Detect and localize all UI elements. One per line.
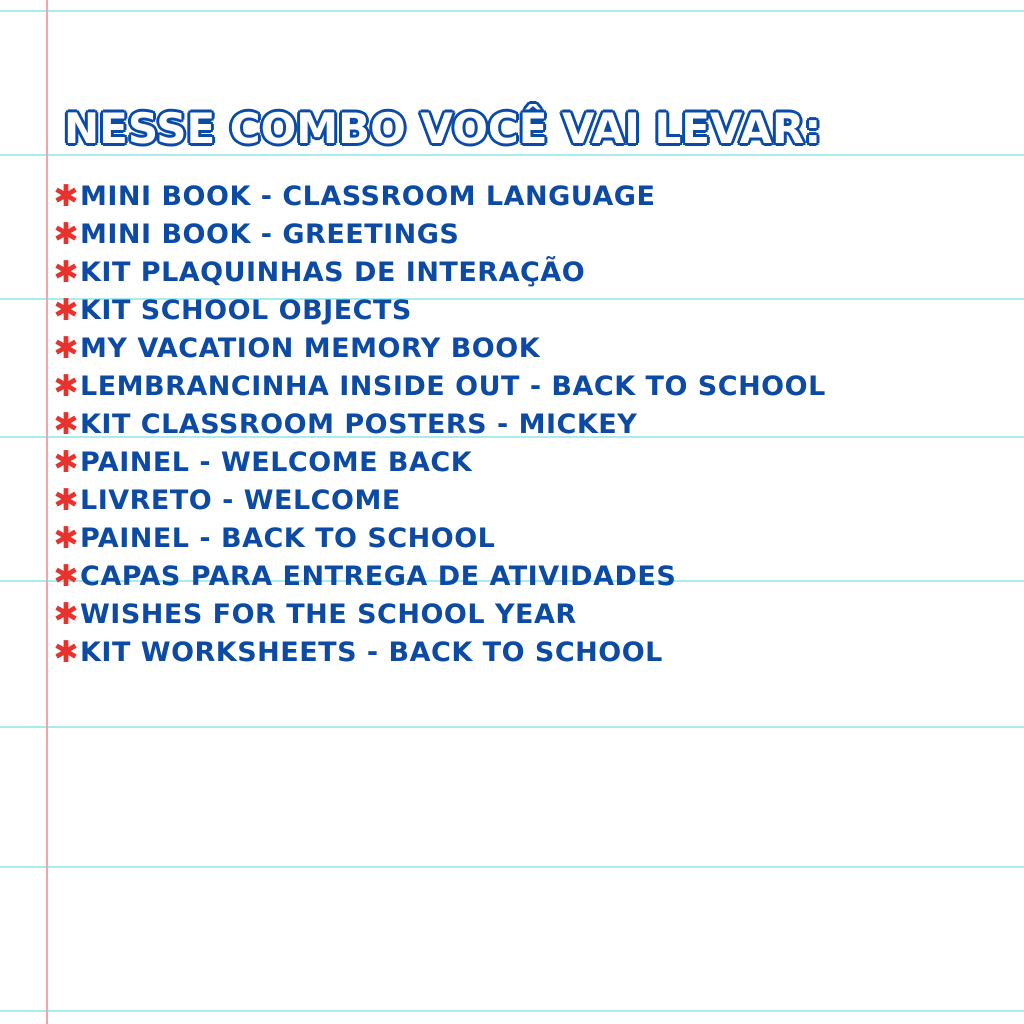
asterisk-icon: ✱ (53, 445, 79, 480)
list-item (52, 178, 826, 216)
list-item (52, 216, 826, 254)
list-item (52, 558, 826, 596)
list-item-label: KIT PLAQUINHAS DE INTERAÇÃO (80, 257, 586, 288)
list-item-label: MINI BOOK - GREETINGS (80, 219, 460, 250)
asterisk-icon: ✱ (53, 217, 79, 252)
list-item-label: KIT CLASSROOM POSTERS - MICKEY (80, 409, 638, 440)
list-item (52, 368, 826, 406)
list-item-label: MINI BOOK - CLASSROOM LANGUAGE (80, 181, 656, 212)
notebook-margin-line (46, 0, 48, 1024)
list-item (52, 482, 826, 520)
list-item (52, 634, 826, 672)
asterisk-icon: ✱ (53, 521, 79, 556)
list-item-label: MY VACATION MEMORY BOOK (80, 333, 541, 364)
asterisk-icon: ✱ (53, 331, 79, 366)
notebook-rule-line (0, 726, 1024, 728)
notebook-rule-line (0, 10, 1024, 12)
page-title: NESSE COMBO VOCÊ VAI LEVAR: (64, 104, 822, 153)
list-item-label: PAINEL - BACK TO SCHOOL (80, 523, 496, 554)
list-item (52, 596, 826, 634)
asterisk-icon: ✱ (53, 255, 79, 290)
list-item-label: CAPAS PARA ENTREGA DE ATIVIDADES (80, 561, 677, 592)
asterisk-icon: ✱ (53, 369, 79, 404)
asterisk-icon: ✱ (53, 635, 79, 670)
asterisk-icon: ✱ (53, 293, 79, 328)
asterisk-icon: ✱ (53, 597, 79, 632)
asterisk-icon: ✱ (53, 483, 79, 518)
list-item-label: PAINEL - WELCOME BACK (80, 447, 473, 478)
list-item (52, 330, 826, 368)
list-item (52, 406, 826, 444)
asterisk-icon: ✱ (53, 559, 79, 594)
asterisk-icon: ✱ (53, 407, 79, 442)
list-item (52, 444, 826, 482)
combo-item-list (52, 178, 826, 672)
list-item (52, 292, 826, 330)
list-item-label: KIT WORKSHEETS - BACK TO SCHOOL (80, 637, 663, 668)
list-item-label: KIT SCHOOL OBJECTS (80, 295, 412, 326)
notebook-rule-line (0, 866, 1024, 868)
notebook-rule-line (0, 1010, 1024, 1012)
list-item-label: LEMBRANCINHA INSIDE OUT - BACK TO SCHOOL (80, 371, 826, 402)
list-item (52, 520, 826, 558)
list-item (52, 254, 826, 292)
list-item-label: WISHES FOR THE SCHOOL YEAR (80, 599, 577, 630)
list-item-label: LIVRETO - WELCOME (80, 485, 401, 516)
asterisk-icon: ✱ (53, 179, 79, 214)
